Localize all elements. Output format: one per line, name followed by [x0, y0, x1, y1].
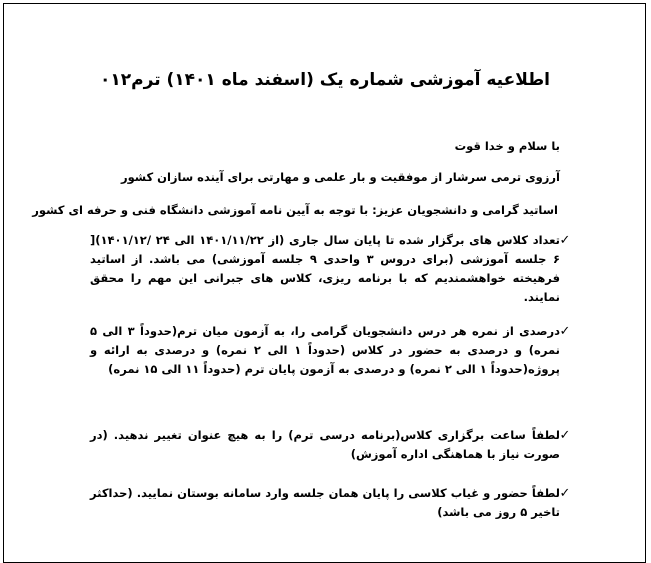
page-title: اطلاعیه آموزشی شماره یک (اسفند ماه ۱۴۰۱) ترم۰۱۲	[100, 70, 550, 90]
bullet-item	[90, 426, 571, 464]
check-icon: ✓	[559, 233, 571, 248]
bullet-item	[90, 231, 571, 307]
greeting-line: با سلام و خدا قوت	[454, 139, 560, 153]
announcement-document	[32, 0, 571, 533]
bullet-text: درصدی از نمره هر درس دانشجویان گرامی را، به آزمون میان ترم(حدوداً ۳ الی ۵ نمره) و درصدی به حضور در کلاس (حدوداً ۱ الی ۲ نمره) و درصدی به ارائه و پروژه(حدوداً ۱ الی ۲ نمره) و درصدی به آزمون پایان ترم (حدوداً ۱۱ الی ۱۵ نمره)	[90, 324, 560, 376]
bullet-text: لطفاً حضور و غیاب کلاسی را پایان همان جلسه وارد سامانه بوستان نمایید. (حداکثر تاخیر ۵ روز می باشد)	[90, 486, 560, 519]
check-icon: ✓	[559, 324, 571, 339]
bullet-item	[90, 484, 571, 522]
check-icon: ✓	[559, 428, 571, 443]
bullet-text: لطفاً ساعت برگزاری کلاس(برنامه درسی ترم) را به هیچ عنوان تغییر ندهید. (در صورت نیاز با هماهنگی اداره آموزش)	[90, 428, 560, 461]
address-line: اساتید گرامی و دانشجویان عزیز: با توجه به آیین نامه آموزشی دانشگاه فنی و حرفه ای کشور	[32, 203, 558, 217]
bullet-item	[90, 322, 571, 379]
bullet-text: تعداد کلاس های برگزار شده تا پایان سال جاری (از ۱۴۰۱/۱۱/۲۲ الی ۲۴ /۱۴۰۱/۱۲)[ ۶ جلسه آموزشی (برای دروس ۳ واحدی ۹ جلسه آموزشی) می باشد. از اساتید فرهیخته خواهشمندیم که با برنامه ریزی، کلاس های جبرانی این مهم را محقق نمایند.	[90, 233, 560, 304]
wish-line: آرزوی ترمی سرشار از موفقیت و بار علمی و مهارتی برای آینده سازان کشور	[120, 170, 560, 184]
check-icon: ✓	[559, 486, 571, 501]
